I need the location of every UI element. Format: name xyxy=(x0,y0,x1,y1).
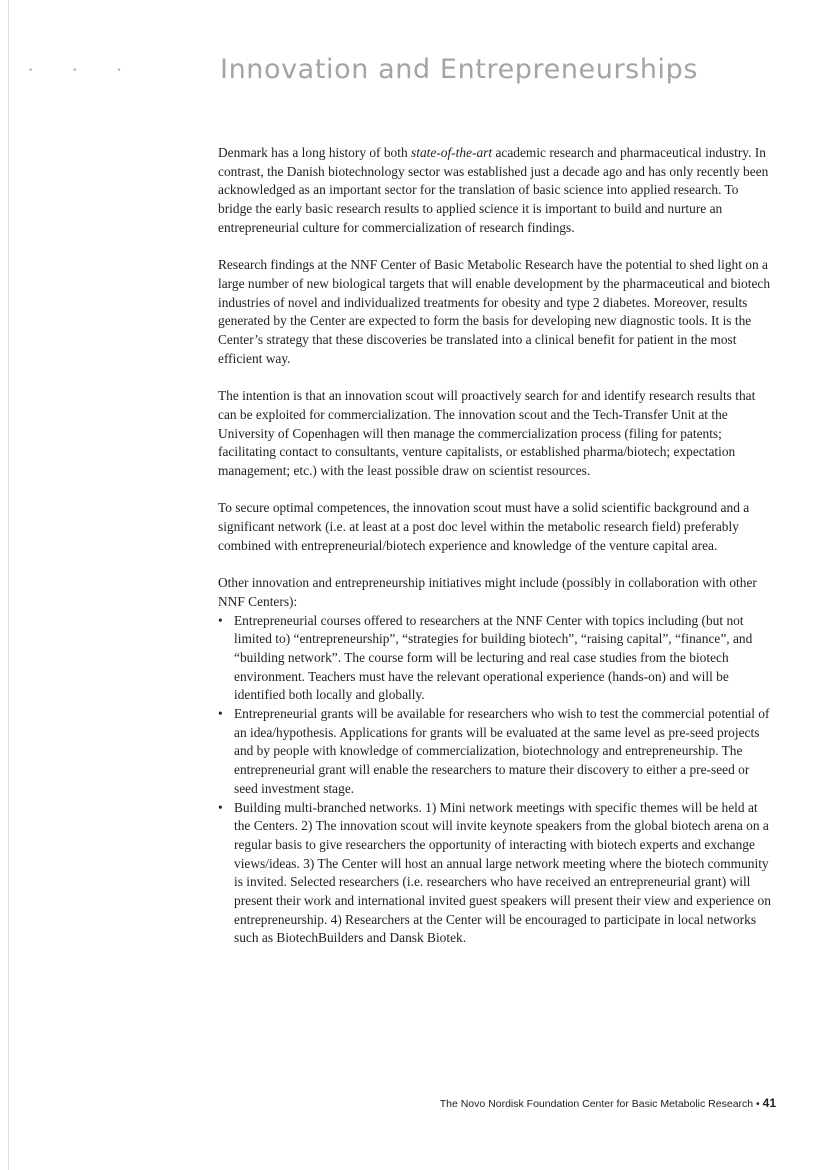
paragraph-initiatives-intro: Other innovation and entrepreneurship initiatives might include (possibly in collaboration with other NNF Centers): xyxy=(218,575,757,609)
list-item xyxy=(218,799,776,949)
bullet-icon: • xyxy=(218,799,223,815)
paragraph-intro-rest: academic research and pharmaceutical industry. In contrast, the Danish biotechnology sector was established just a decade ago and has only recently been acknowledged as an important sector for the translation of basic science into applied research. To bridge the early basic research results to applied science it is important to build and nurture an entrepreneurial culture for commercialization of research findings. xyxy=(218,145,769,235)
paragraph-innovation-scout: The intention is that an innovation scout will proactively search for and identify research results that can be exploited for commercialization. The innovation scout and the Tech-Transfer Unit at the University of Copenhagen will then manage the commercialization process (filing for patents; facilitating contact to consultants, venture capitalists, or established pharma/biotech; expectation management; etc.) with the least possible draw on scientist resources. xyxy=(218,388,756,478)
page-title: Innovation and Entrepreneurships xyxy=(220,54,699,85)
bullet-icon: • xyxy=(218,706,223,722)
page-margin-rule xyxy=(8,0,9,1170)
list-item-text: Entrepreneurial grants will be available for researchers who wish to test the commercial potential of an idea/hypothesis. Applications for grants will be evaluated at the same level as pre-seed projects and by people with knowledge of commercialization, biotechnology and entrepreneurship. The entrepreneurial grant will enable the researchers to mature their discovery to either a pre-seed or seed investment stage. xyxy=(234,706,770,796)
body-text xyxy=(218,144,776,948)
footer-text: The Novo Nordisk Foundation Center for Basic Metabolic Research xyxy=(439,1098,754,1110)
page-number: 41 xyxy=(762,1096,776,1110)
initiatives-list xyxy=(218,612,776,949)
paragraph-competences: To secure optimal competences, the innovation scout must have a solid scientific background and a significant network (i.e. at least at a post doc level within the metabolic research field) preferably combined with entrepreneurial/biotech experience and knowledge of the venture capital area. xyxy=(218,500,750,553)
paragraph-intro xyxy=(218,144,776,238)
paragraph-intro-start: Denmark has a long history of both xyxy=(218,145,412,160)
bullet-icon: • xyxy=(218,612,223,628)
page-footer xyxy=(440,1096,776,1110)
emphasis-state-of-the-art: state-of-the-art xyxy=(411,145,493,160)
list-item xyxy=(218,705,776,799)
footer-separator: • xyxy=(753,1098,763,1110)
paragraph-research-findings: Research findings at the NNF Center of Basic Metabolic Research have the potential to shed light on a large number of new biological targets that will enable development by the pharmaceutical and biotech industries of novel and individualized treatments for obesity and type 2 diabetes. Moreover, results generated by the Center are expected to form the basis for developing new diagnostic tools. It is the Center’s strategy that these discoveries be translated into a clinical benefit for patient in the most efficient way. xyxy=(218,257,771,366)
decorative-dots: • • • xyxy=(28,66,140,76)
list-item xyxy=(218,612,776,706)
list-item-text: Entrepreneurial courses offered to researchers at the NNF Center with topics including (but not limited to) “entrepreneurship”, “strategies for building biotech”, “raising capital”, “finance”, and “building network”. The course form will be lecturing and real case studies from the biotech environment. Teachers must have the relevant operational experience (hands-on) and will be identified both locally and globally. xyxy=(234,612,753,703)
list-item-text: Building multi-branched networks. 1) Mini network meetings with specific themes will be held at the Centers. 2) The innovation scout will invite keynote speakers from the global biotech arena on a regular basis to give researchers the opportunity of interacting with biotech experts and exchange views/ideas. 3) The Center will host an annual large network meeting where the biotech community is invited. Selected researchers (i.e. researchers who have received an entrepreneurial grant) will present their work and international invited guest speakers will present their view and experience on entrepreneurship. 4) Researchers at the Center will be encouraged to participate in local networks such as BiotechBuilders and Dansk Biotek. xyxy=(234,799,771,946)
